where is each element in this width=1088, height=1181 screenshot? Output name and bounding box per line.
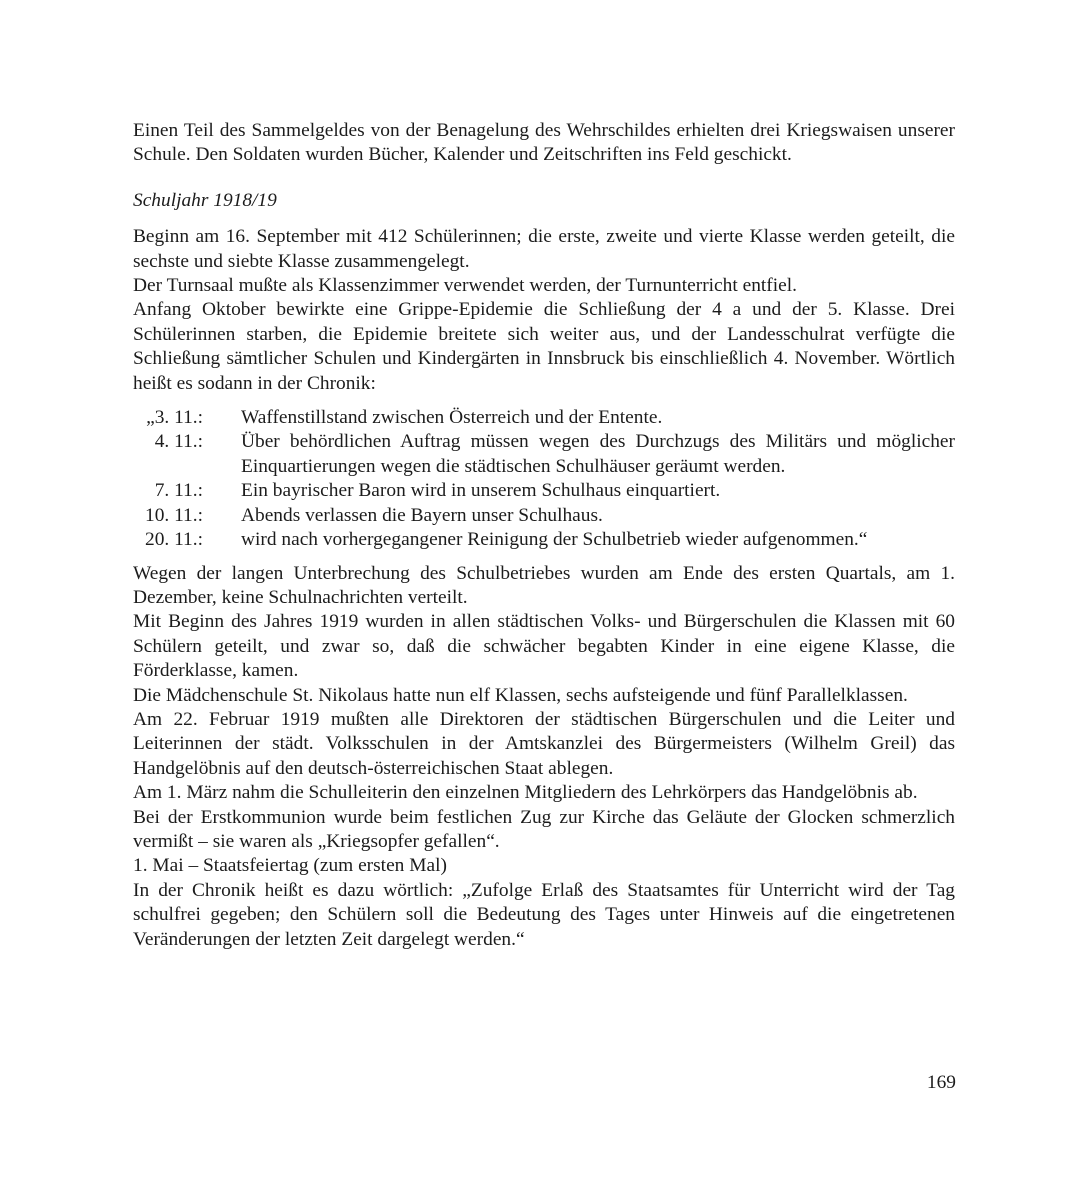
entry-date: 20. 11.: <box>145 529 203 551</box>
paragraph: 1. Mai – Staatsfeiertag (zum ersten Mal) <box>133 855 447 877</box>
entry-text: Ein bayrischer Baron wird in unserem Schulhaus einquartiert. <box>241 480 721 502</box>
entry-text: wird nach vorhergegangener Reinigung der Schulbetrieb wieder aufgenommen.“ <box>241 529 868 551</box>
page-number: 169 <box>926 1072 956 1093</box>
paragraph: Der Turnsaal mußte als Klassenzimmer verwendet werden, der Turnunterricht entfiel. <box>133 275 797 297</box>
paragraph: In der Chronik heißt es dazu wörtlich: „Zufolge Erlaß des Staatsamtes für Unterricht wird der Tag schulfrei gegeben; den Schülern soll die Bedeutung des Tages unter Hinweis auf die eingetretenen Veränderungen der letzten Zeit dargelegt werden.“ <box>133 879 955 950</box>
chronicle-quote <box>133 406 955 552</box>
paragraph: Mit Beginn des Jahres 1919 wurden in allen städtischen Volks- und Bürgerschulen die Klassen mit 60 Schülern geteilt, und zwar so, daß die schwächer begabten Kinder in eine eigene Klasse, die Förderklasse, kamen. <box>133 611 955 682</box>
entry-date: 10. 11.: <box>145 504 203 526</box>
entry-text: Abends verlassen die Bayern unser Schulhaus. <box>241 504 603 526</box>
paragraph: Bei der Erstkommunion wurde beim festlichen Zug zur Kirche das Geläute der Glocken schmerzlich vermißt – sie waren als „Kriegsopfer gefallen“. <box>133 806 955 852</box>
chronicle-entry <box>133 406 955 430</box>
entry-date: „3. 11.: <box>146 407 203 429</box>
paragraph: Am 22. Februar 1919 mußten alle Direktoren der städtischen Bürgerschulen und die Leiter und Leiterinnen der städt. Volksschulen in der Amtskanzlei des Bürgermeisters (Wilhelm Greil) das Handgelöbnis auf den deutsch-österreichischen Staat ablegen. <box>133 708 955 779</box>
chronicle-entry <box>133 430 955 479</box>
entry-text: Über behördlichen Auftrag müssen wegen des Durchzugs des Militärs und möglicher Einquartierungen wegen die städtischen Schulhäuser geräumt werden. <box>241 431 955 477</box>
chronicle-entry <box>133 504 955 528</box>
entry-text: Waffenstillstand zwischen Österreich und der Entente. <box>241 407 663 429</box>
intro-paragraph: Einen Teil des Sammelgeldes von der Benagelung des Wehrschildes erhielten drei Kriegswaisen unserer Schule. Den Soldaten wurden Bücher, Kalender und Zeitschriften ins Feld geschickt. <box>133 120 955 166</box>
paragraph: Beginn am 16. September mit 412 Schülerinnen; die erste, zweite und vierte Klasse werden geteilt, die sechste und siebte Klasse zusammengelegt. <box>133 226 955 272</box>
chronicle-entry <box>133 479 955 503</box>
entry-date: 4. 11.: <box>154 431 203 453</box>
paragraph: Am 1. März nahm die Schulleiterin den einzelnen Mitgliedern des Lehrkörpers das Handgelöbnis ab. <box>133 782 918 804</box>
section-heading: Schuljahr 1918/19 <box>133 189 277 211</box>
paragraph: Die Mädchenschule St. Nikolaus hatte nun elf Klassen, sechs aufsteigende und fünf Parallelklassen. <box>133 684 908 706</box>
entry-date: 7. 11.: <box>154 480 203 502</box>
chronicle-entry <box>133 528 955 552</box>
page-body <box>133 119 955 952</box>
paragraph: Anfang Oktober bewirkte eine Grippe-Epidemie die Schließung der 4 a und der 5. Klasse. Drei Schülerinnen starben, die Epidemie breitete sich weiter aus, und der Landesschulrat verfügte die Schließung sämtlicher Schulen und Kindergärten in Innsbruck bis einschließlich 4. November. Wörtlich heißt es sodann in der Chronik: <box>133 299 955 394</box>
paragraph: Wegen der langen Unterbrechung des Schulbetriebes wurden am Ende des ersten Quartals, am 1. Dezember, keine Schulnachrichten verteilt. <box>133 562 955 608</box>
